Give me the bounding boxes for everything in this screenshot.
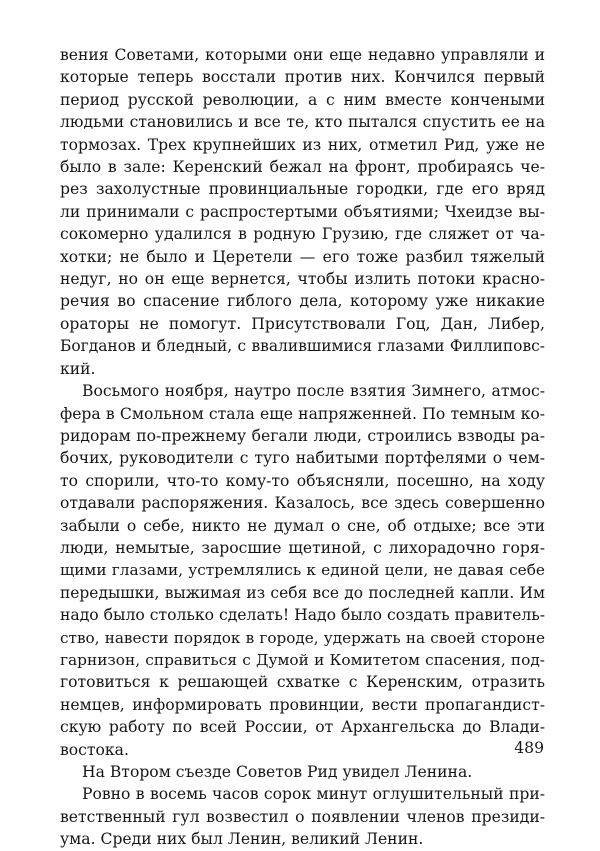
text-line: бочих, руководители с туго набитыми портфелями о чем-	[60, 449, 545, 468]
text-line: вения Советами, которыми они еще недавно управляли и	[60, 46, 545, 64]
text-line: тормозах. Трех крупнейших из них, отметил Рид, уже не	[60, 135, 545, 154]
text-line: передышки, выжимая из себя все до последней капли. Им	[60, 583, 545, 602]
text-line: На Втором съезде Советов Рид увидел Ленина.	[82, 763, 473, 781]
text-line: востока.	[60, 740, 129, 759]
paragraph	[60, 44, 545, 380]
text-line: ораторы не помогут. Присутствовали Гоц, Дан, Либер,	[60, 314, 545, 333]
text-line: готовиться к решающей схватке с Керенским, отразить	[60, 673, 545, 692]
text-line: было в зале: Керенский бежал на фронт, пробираясь че-	[60, 158, 545, 177]
text-line: гарнизон, справиться с Думой и Комитетом спасения, под-	[60, 650, 545, 669]
paragraph	[60, 783, 545, 850]
text-line: речия во спасение гиблого дела, которому уже никакие	[60, 292, 545, 311]
text-line: сокомерно удалился в родную Грузию, где сляжет от ча-	[60, 225, 545, 244]
text-line: ли принимали с распростертыми объятиями; Чхеидзе вы-	[60, 202, 545, 221]
text-line: скую работу по всей России, от Архангельска до Влади-	[60, 718, 545, 737]
paragraph	[60, 761, 545, 783]
text-line: ридорам по-прежнему бегали люди, строились взводы ра-	[60, 426, 545, 445]
text-line: фера в Смольном стала еще напряженней. По темным ко-	[60, 404, 545, 423]
paragraph	[60, 380, 545, 761]
text-line: ветственный гул возвестил о появлении членов президи-	[60, 807, 545, 826]
text-line: которые теперь восстали против них. Кончился первый	[60, 68, 545, 87]
text-line: отдавали распоряжения. Казалось, все здесь совершенно	[60, 494, 545, 513]
text-line: хотки; не было и Церетели — его тоже разбил тяжелый	[60, 247, 545, 266]
text-line: щими глазами, устремлялись к единой цели, не давая себе	[60, 561, 545, 580]
page-text	[60, 44, 545, 851]
text-line: людьми становились и все те, кто пытался спустить ее на	[60, 113, 545, 132]
text-line: рез захолустные провинциальные городки, где его вряд	[60, 180, 545, 199]
text-line: недуг, но он еще вернется, чтобы излить потоки красно-	[60, 270, 545, 289]
text-line: Восьмого ноября, наутро после взятия Зимнего, атмос-	[82, 382, 545, 401]
text-line: люди, немытые, заросшие щетиной, с лихорадочно горя-	[60, 538, 545, 557]
text-line: ума. Среди них был Ленин, великий Ленин.	[60, 830, 424, 849]
page-number: 489	[514, 739, 544, 757]
text-line: Ровно в восемь часов сорок минут оглушительный при-	[82, 785, 545, 804]
text-line: надо было столько сделать! Надо было создать правитель-	[60, 606, 545, 625]
text-line: период русской революции, а с ним вместе кончеными	[60, 90, 545, 109]
text-line: Богданов и бледный, с ввалившимися глазами Филлиповс-	[60, 337, 545, 356]
text-line: то спорили, что-то кому-то объясняли, посешно, на ходу	[60, 471, 545, 490]
text-line: немцев, информировать провинции, вести пропагандист-	[60, 695, 545, 714]
text-line: забыли о себе, никто не думал о сне, об отдыхе; все эти	[60, 516, 545, 535]
text-line: кий.	[60, 359, 96, 378]
text-line: ство, навести порядок в городе, удержать на своей стороне	[60, 628, 545, 647]
